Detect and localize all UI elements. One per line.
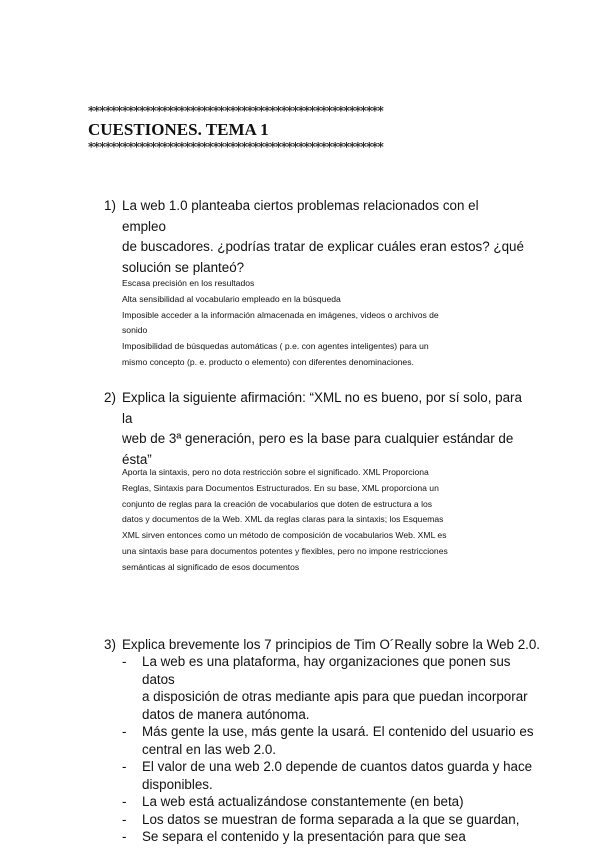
question-line: Explica brevemente los 7 principios de Tim O´Really sobre la Web 2.0.	[122, 637, 541, 652]
list-item	[122, 828, 542, 846]
list-item	[122, 793, 542, 811]
answer-1	[122, 276, 512, 371]
dash-marker: -	[122, 759, 127, 774]
list-item-line: a disposición de otras mediante apis para que puedan incorporar	[142, 689, 528, 704]
question-number: 1)	[104, 198, 116, 213]
question-line: solución se planteó?	[122, 259, 245, 275]
dash-marker: -	[122, 811, 127, 827]
list-item-line: La web es una plataforma, hay organizaciones que ponen sus datos	[142, 654, 511, 687]
question-1	[104, 196, 524, 278]
answer-line: Imposible acceder a la información almacenada en imágenes, videos o archivos de	[122, 309, 439, 320]
list-item-line: Más gente la use, más gente la usará. El contenido del usuario es	[142, 724, 534, 739]
answer-line: Alta sensibilidad al vocabulario empleado en la búsqueda	[122, 293, 341, 304]
list-item	[122, 723, 542, 758]
question-line: La web 1.0 planteaba ciertos problemas relacionados con el empleo	[122, 198, 479, 234]
answer-line: semánticas al significado de esos documentos	[122, 561, 300, 572]
answer-line: Aporta la sintaxis, pero no dota restricción sobre el significado. XML Proporciona	[122, 467, 429, 477]
answer-line: Imposibilidad de búsquedas automáticas ( p.e. con agentes inteligentes) para un	[122, 341, 429, 352]
answer-line: sonido	[122, 325, 148, 336]
page-title: CUESTIONES. TEMA 1	[88, 120, 269, 139]
answer-line: Reglas, Sintaxis para Documentos Estructurados. En su base, XML proporciona un	[122, 482, 439, 493]
list-item	[122, 811, 542, 829]
question-2	[104, 388, 524, 470]
list-item-line: Se separa el contenido y la presentación para que sea	[142, 829, 466, 844]
question-number: 3)	[104, 637, 116, 652]
list-item-line: La web está actualizándose constantemente (en beta)	[142, 794, 464, 809]
stars-divider-bottom: ****************************************************	[88, 140, 384, 154]
dash-marker: -	[122, 794, 127, 809]
answer-line: conjunto de reglas para la creación de vocabularios que doten de estructura a los	[122, 498, 433, 509]
answer-2	[122, 465, 512, 576]
dash-marker: -	[122, 654, 127, 669]
list-item	[122, 653, 542, 723]
question-line: ésta”	[122, 451, 152, 467]
answer-line: mismo concepto (p. e. producto o elemento) con diferentes denominaciones.	[122, 356, 414, 367]
list-item	[122, 758, 542, 793]
list-item-line: El valor de una web 2.0 depende de cuantos datos guarda y hace	[142, 759, 533, 774]
dash-marker: -	[122, 829, 127, 844]
answer-line: Escasa precisión en los resultados	[122, 278, 255, 288]
list-item-line: central en las web 2.0.	[142, 741, 276, 757]
answer-line: XML sirven entonces como un método de composición de vocabularios Web. XML es	[122, 530, 447, 541]
dash-marker: -	[122, 724, 127, 739]
question-line: de buscadores. ¿podrías tratar de explicar cuáles eran estos? ¿qué	[122, 239, 524, 254]
question-line: web de 3ª generación, pero es la base para cualquier estándar de	[122, 431, 514, 446]
principles-list	[122, 653, 542, 846]
question-number: 2)	[104, 390, 116, 405]
stars-divider-top: ****************************************************	[88, 104, 384, 118]
list-item-line: Los datos se muestran de forma separada a la que se guardan,	[142, 811, 520, 827]
question-line: Explica la siguiente afirmación: “XML no es bueno, por sí solo, para la	[122, 390, 522, 426]
answer-line: una sintaxis base para documentos potentes y flexibles, pero no impone restricciones	[122, 545, 448, 556]
answer-line: datos y documentos de la Web. XML da reglas claras para la sintaxis; los Esquemas	[122, 514, 444, 525]
list-item-line: datos de manera autónoma.	[142, 706, 310, 722]
list-item-line: disponibles.	[142, 776, 213, 792]
